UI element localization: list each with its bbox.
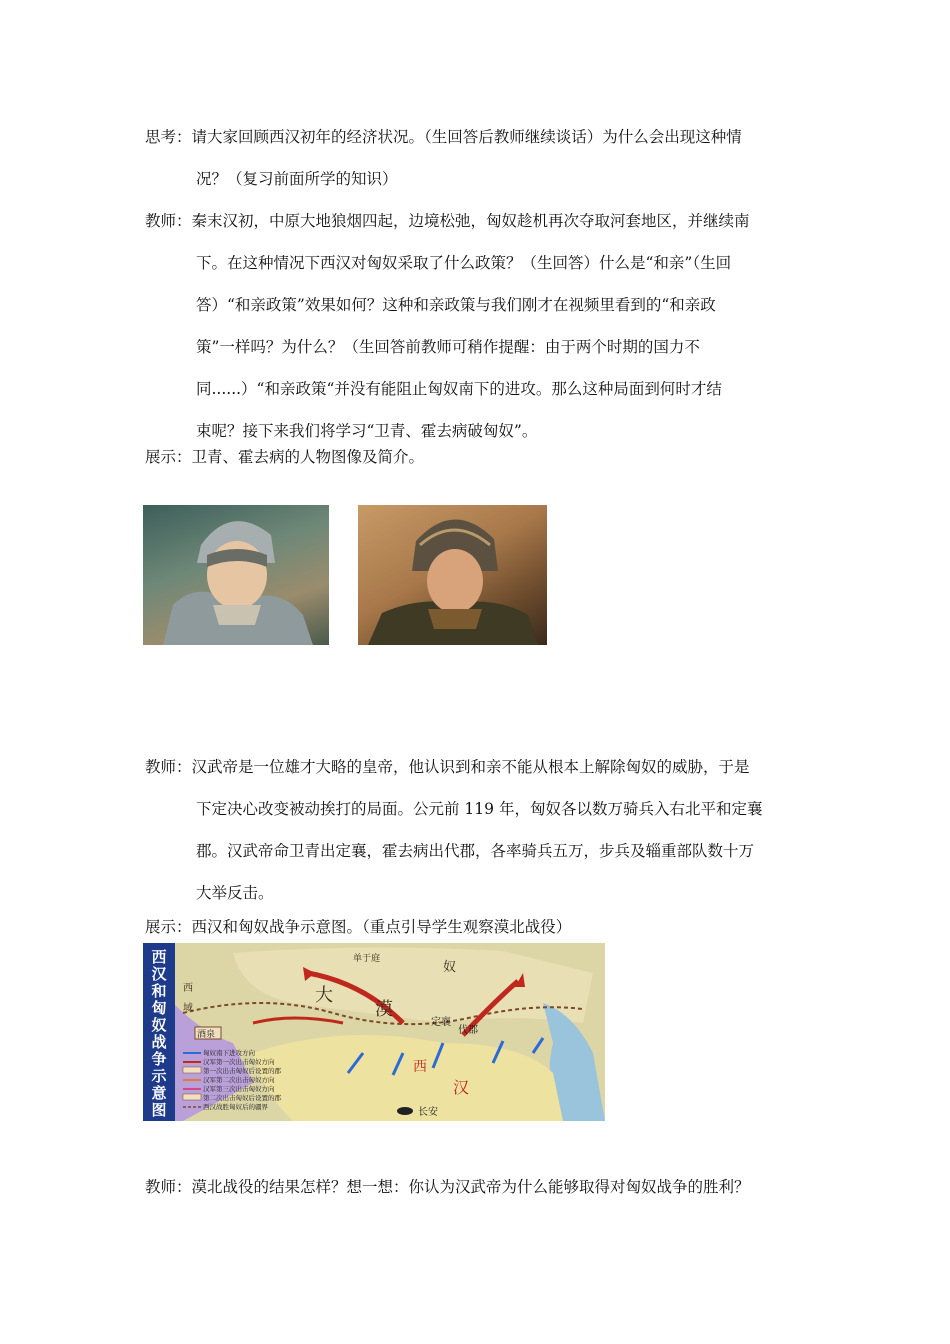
map-title-char: 和 bbox=[151, 982, 167, 1000]
map-label-mo: 漠 bbox=[375, 999, 393, 1020]
map-label-xi: 西 bbox=[183, 983, 193, 994]
face-shape bbox=[427, 549, 483, 613]
portrait-huoqubing-image bbox=[358, 505, 547, 645]
para-line: 展示：卫青、霍去病的人物图像及简介。 bbox=[145, 448, 425, 466]
para-line: 况？（复习前面所学的知识） bbox=[196, 170, 398, 188]
paragraph-teacher-3 bbox=[145, 1166, 810, 1208]
map-title-char: 匈 bbox=[151, 999, 167, 1017]
para-label: 教师： bbox=[145, 758, 192, 776]
map-title-char: 战 bbox=[151, 1033, 167, 1051]
map-label-daijun: 代郡 bbox=[458, 1025, 478, 1036]
legend-item: 汉军第三次出击匈奴方向 bbox=[203, 1085, 275, 1093]
portrait-huoqubing-drawing bbox=[358, 505, 547, 645]
map-label-dingxiang: 定襄 bbox=[431, 1017, 451, 1028]
para-label: 思考： bbox=[145, 128, 192, 146]
war-map-drawing bbox=[143, 943, 605, 1121]
map-label-yu: 域 bbox=[183, 1003, 193, 1014]
map-title-char: 奴 bbox=[151, 1016, 167, 1034]
para-line: 思考：请大家回顾西汉初年的经济状况。（生回答后教师继续谈话）为什么会出现这种情 bbox=[145, 128, 742, 146]
map-title-char: 汉 bbox=[151, 965, 167, 983]
para-line: 郡。汉武帝命卫青出定襄，霍去病出代郡，各率骑兵五万，步兵及辎重部队数十万 bbox=[196, 842, 755, 860]
map-label-changan: 长安 bbox=[418, 1107, 438, 1118]
war-map-image bbox=[143, 943, 605, 1121]
para-line: 束呢？接下来我们将学习“卫青、霍去病破匈奴”。 bbox=[196, 422, 538, 440]
para-line: 同......）“和亲政策“并没有能阻止匈奴南下的进攻。那么这种局面到何时才结 bbox=[196, 380, 722, 398]
para-label: 教师： bbox=[145, 212, 192, 230]
map-title-char: 争 bbox=[151, 1050, 167, 1068]
map-title-char: 图 bbox=[151, 1101, 167, 1119]
map-title-char: 意 bbox=[151, 1084, 167, 1102]
para-line: 大举反击。 bbox=[196, 884, 274, 902]
map-label-xiongnu: 奴 bbox=[443, 960, 457, 975]
paragraph-teacher-1 bbox=[145, 200, 810, 452]
map-label-shanyu: 单于庭 bbox=[353, 954, 381, 964]
legend-item: 西汉战胜匈奴后的疆界 bbox=[203, 1103, 268, 1111]
paragraph-think bbox=[145, 116, 810, 200]
legend-item: 汉军第二次出击匈奴方向 bbox=[203, 1076, 275, 1084]
map-label-xixia: 西 bbox=[413, 1059, 427, 1075]
map-title-char: 示 bbox=[151, 1067, 167, 1085]
map-title bbox=[151, 948, 167, 1119]
para-line: 教师：秦末汉初，中原大地狼烟四起，边境松弛，匈奴趁机再次夺取河套地区，并继续南 bbox=[145, 212, 750, 230]
para-line: 教师：漠北战役的结果怎样？想一想：你认为汉武帝为什么能够取得对匈奴战争的胜利？ bbox=[145, 1178, 750, 1196]
legend-item: 第一次出击匈奴后设置的郡 bbox=[203, 1067, 281, 1075]
paragraph-show-2 bbox=[145, 912, 810, 942]
collar-shape bbox=[428, 609, 482, 629]
portrait-weiqing-drawing bbox=[143, 505, 329, 645]
para-label: 展示： bbox=[145, 448, 192, 466]
para-line: 下。在这种情况下西汉对匈奴采取了什么政策？（生回答）什么是“和亲”（生回 bbox=[196, 254, 732, 272]
para-line: 答）“和亲政策”效果如何？这种和亲政策与我们刚才在视频里看到的“和亲政 bbox=[196, 296, 716, 314]
collar-shape bbox=[213, 605, 261, 625]
map-title-char: 西 bbox=[151, 948, 167, 966]
map-label-han: 汉 bbox=[453, 1078, 470, 1097]
para-label: 展示： bbox=[145, 918, 192, 936]
map-label-jiuquan: 酒泉 bbox=[197, 1030, 216, 1040]
para-line: 下定决心改变被动挨打的局面。公元前 119 年，匈奴各以数万骑兵入右北平和定襄 bbox=[196, 800, 763, 818]
para-label: 教师： bbox=[145, 1178, 192, 1196]
legend-item: 汉军第一次出击匈奴方向 bbox=[203, 1058, 275, 1066]
legend-item: 匈奴南下进攻方向 bbox=[203, 1049, 255, 1057]
para-line: 展示：西汉和匈奴战争示意图。（重点引导学生观察漠北战役） bbox=[145, 918, 572, 936]
changan-marker bbox=[397, 1107, 413, 1115]
portrait-weiqing-image bbox=[143, 505, 329, 645]
para-line: 策”一样吗？为什么？（生回答前教师可稍作提醒：由于两个时期的国力不 bbox=[196, 338, 700, 356]
map-label-da: 大 bbox=[315, 985, 333, 1006]
para-line: 教师：汉武帝是一位雄才大略的皇帝，他认识到和亲不能从根本上解除匈奴的威胁，于是 bbox=[145, 758, 750, 776]
legend-item: 第二次出击匈奴后设置的郡 bbox=[203, 1094, 281, 1102]
paragraph-show-1 bbox=[145, 436, 810, 478]
paragraph-teacher-2 bbox=[145, 746, 810, 914]
